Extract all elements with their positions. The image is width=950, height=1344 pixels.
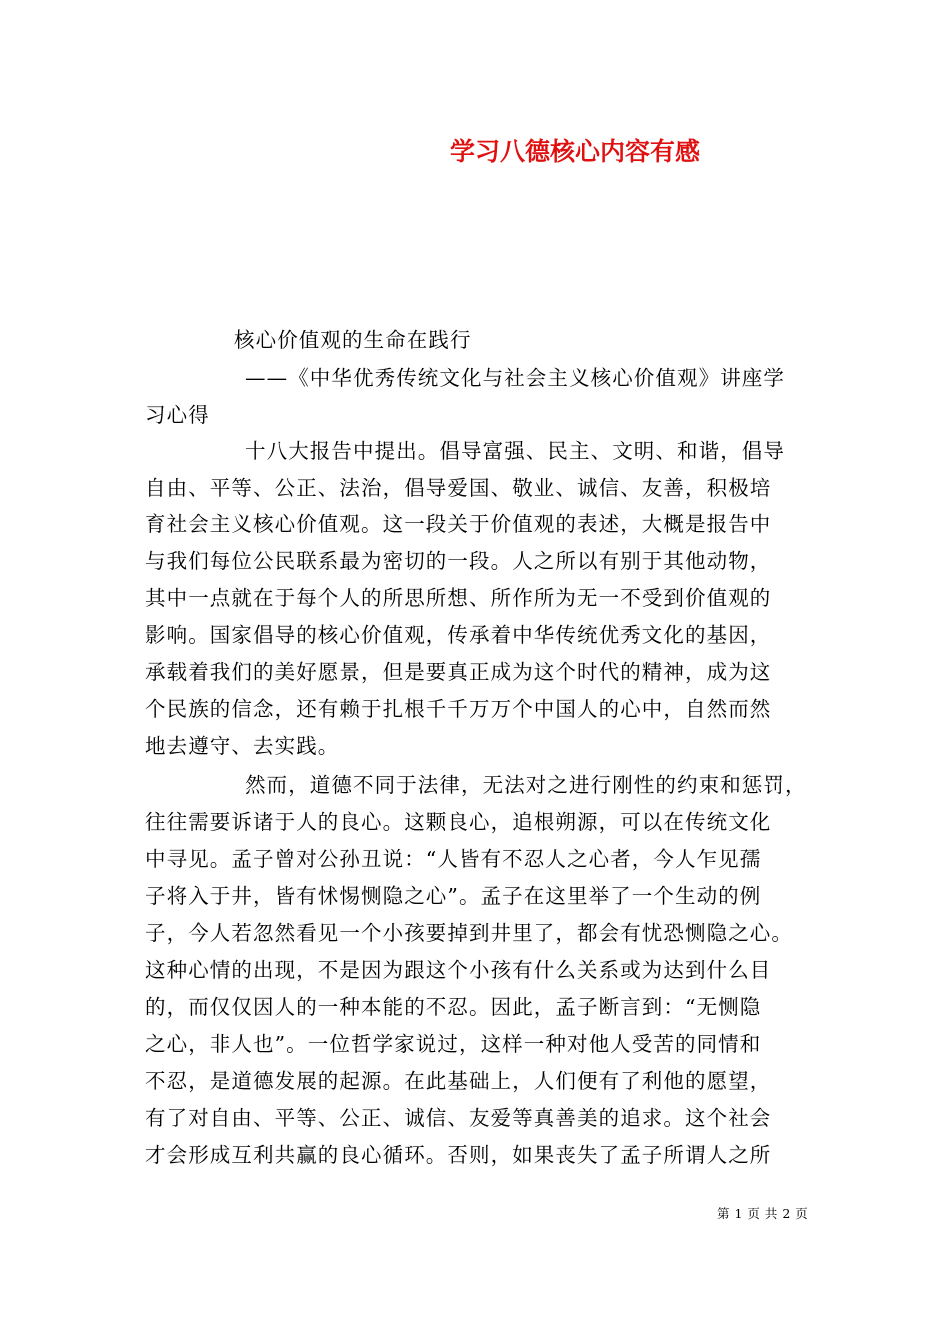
paragraph-line: 十八大报告中提出。倡导富强、民主、文明、和谐，倡导 xyxy=(245,439,785,463)
paragraph-line: 中寻见。孟子曾对公孙丑说：“人皆有不忍人之心者，今人乍见孺 xyxy=(145,847,762,871)
paragraph-line: 的，而仅仅因人的一种本能的不忍。因此，孟子断言到：“无恻隐 xyxy=(145,995,762,1019)
paragraph-line: 自由、平等、公正、法治，倡导爱国、敬业、诚信、友善，积极培 xyxy=(145,476,772,500)
paragraph-line: 然而，道德不同于法律，无法对之进行刚性的约束和惩罚， xyxy=(245,773,807,797)
paragraph-line: 育社会主义核心价值观。这一段关于价值观的表述，大概是报告中 xyxy=(145,512,772,536)
paragraph-line: 往往需要诉诸于人的良心。这颗良心，追根朔源，可以在传统文化 xyxy=(145,810,772,834)
paragraph-line: 不忍，是道德发展的起源。在此基础上，人们便有了利他的愿望， xyxy=(145,1069,772,1093)
document-title: 学习八德核心内容有感 xyxy=(450,137,701,166)
paragraph-line: 子，今人若忽然看见一个小孩要掉到井里了，都会有忧恐恻隐之心。 xyxy=(145,921,793,945)
paragraph-line: 个民族的信念，还有赖于扎根千千万万个中国人的心中，自然而然 xyxy=(145,697,772,721)
paragraph-line: 才会形成互利共赢的良心循环。否则，如果丧失了孟子所谓人之所 xyxy=(145,1143,772,1167)
paragraph-line: 地去遵守、去实践。 xyxy=(145,734,340,758)
page-number: 第 1 页 共 2 页 xyxy=(717,1206,809,1221)
subtitle-line: ——《中华优秀传统文化与社会主义核心价值观》讲座学 xyxy=(245,366,785,390)
subtitle-line: 习心得 xyxy=(145,403,210,427)
paragraph-line: 之心，非人也”。一位哲学家说过，这样一种对他人受苦的同情和 xyxy=(145,1032,762,1056)
paragraph-line: 这种心情的出现，不是因为跟这个小孩有什么关系或为达到什么目 xyxy=(145,958,772,982)
paragraph-line: 其中一点就在于每个人的所思所想、所作所为无一不受到价值观的 xyxy=(145,586,772,610)
subtitle-line: 核心价值观的生命在践行 xyxy=(234,328,472,352)
paragraph-line: 承载着我们的美好愿景，但是要真正成为这个时代的精神，成为这 xyxy=(145,660,772,684)
paragraph-line: 子将入于井，皆有怵惕恻隐之心”。孟子在这里举了一个生动的例 xyxy=(145,884,762,908)
paragraph-line: 影响。国家倡导的核心价值观，传承着中华传统优秀文化的基因， xyxy=(145,623,772,647)
paragraph-line: 与我们每位公民联系最为密切的一段。人之所以有别于其他动物， xyxy=(145,549,772,573)
paragraph-line: 有了对自由、平等、公正、诚信、友爱等真善美的追求。这个社会 xyxy=(145,1106,772,1130)
